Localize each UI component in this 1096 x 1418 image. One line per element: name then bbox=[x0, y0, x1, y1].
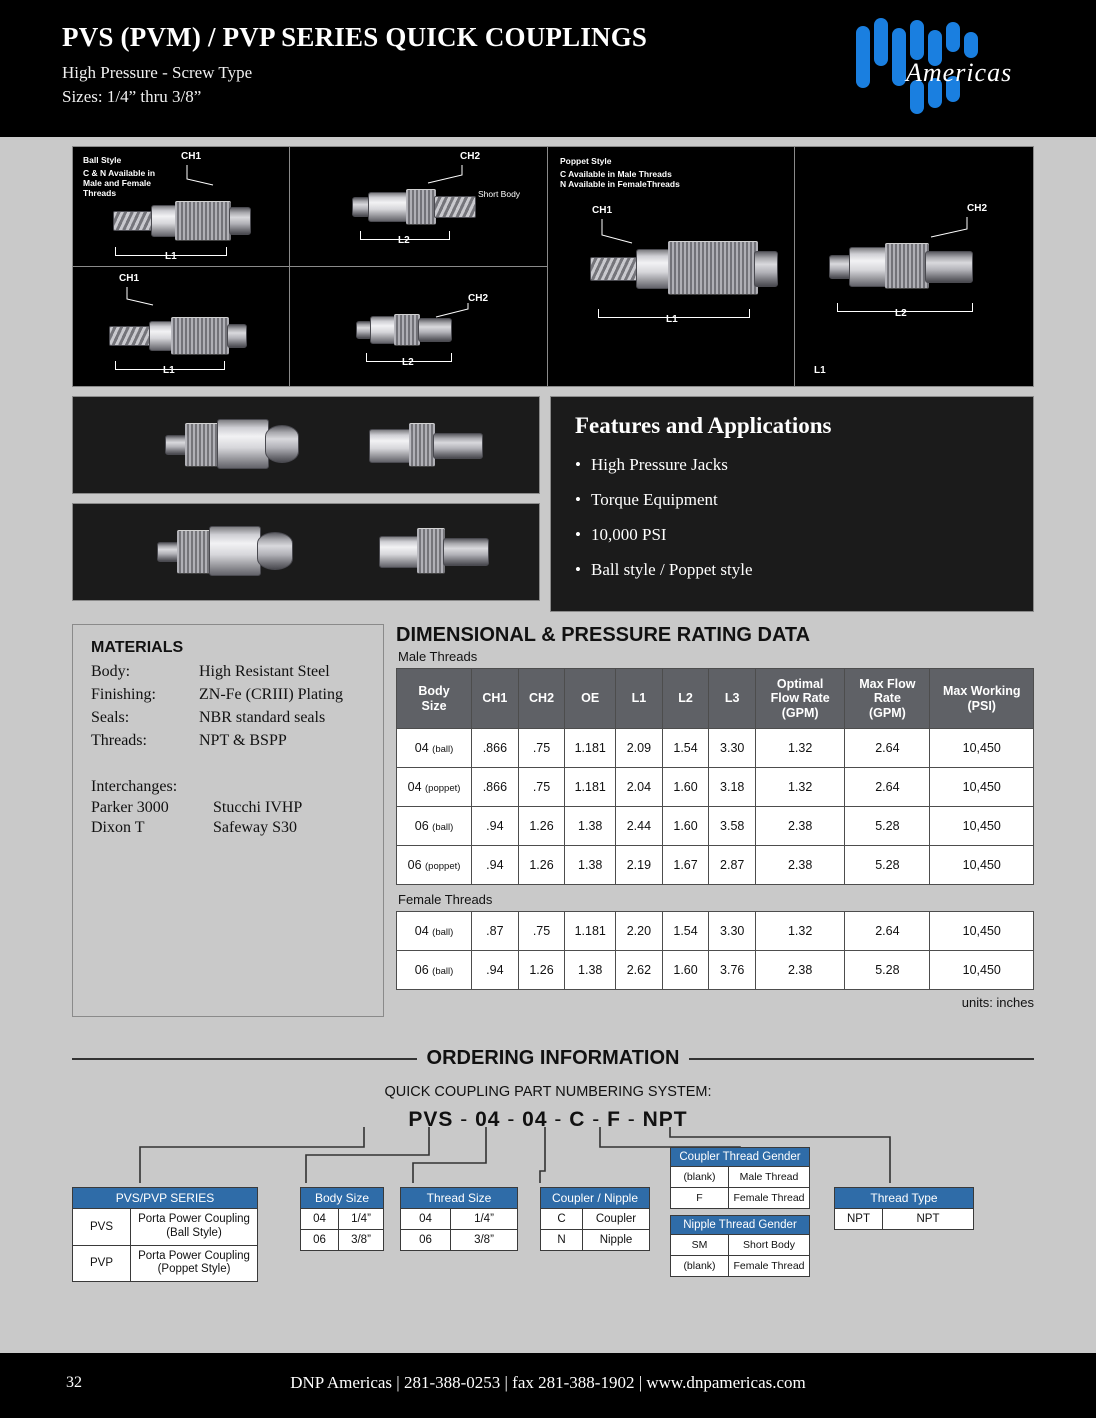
cell-l1: 2.62 bbox=[616, 951, 663, 990]
ball-style-panel bbox=[73, 147, 290, 386]
body-size-type: (ball) bbox=[432, 744, 454, 756]
table-row bbox=[397, 729, 1034, 768]
header-subtitle-1: High Pressure - Screw Type bbox=[62, 63, 253, 82]
thread-size-code: 04 bbox=[401, 1209, 451, 1229]
nipple-thread-gender-header: Nipple Thread Gender bbox=[671, 1216, 809, 1234]
materials-key: Finishing: bbox=[91, 686, 156, 703]
cell-max-working: 10,450 bbox=[930, 846, 1034, 885]
body-size-desc: 1/4” bbox=[351, 1213, 371, 1225]
col-max-working bbox=[930, 669, 1034, 729]
cell-optimal-flow: 2.38 bbox=[756, 807, 845, 846]
body-size-code: 06 bbox=[414, 819, 429, 834]
cell-l1: 2.09 bbox=[616, 729, 663, 768]
materials-key: Threads: bbox=[91, 732, 147, 749]
nipple-view bbox=[290, 267, 547, 387]
ntg-row bbox=[671, 1255, 809, 1276]
body-size-header: Body Size bbox=[301, 1188, 383, 1208]
photo-nipple-2 bbox=[379, 526, 491, 576]
ball-style-note-2: Male and Female bbox=[83, 178, 152, 188]
poppet-style-panel bbox=[548, 147, 1024, 386]
l1-label-2: L1 bbox=[163, 364, 175, 376]
ctg-code: (blank) bbox=[671, 1167, 729, 1187]
cell-body-size bbox=[397, 807, 472, 846]
ball-style-note-3: Threads bbox=[83, 188, 117, 198]
cell-l3: 3.58 bbox=[709, 807, 756, 846]
ordering-header bbox=[0, 1047, 1096, 1070]
cell-optimal-flow: 1.32 bbox=[756, 912, 845, 951]
connector-lines bbox=[0, 1125, 1096, 1189]
short-body-view bbox=[290, 147, 547, 267]
col-ch1: CH1 bbox=[472, 669, 519, 729]
series-row bbox=[73, 1245, 257, 1282]
coupler-nipple-desc: Nipple bbox=[599, 1234, 633, 1246]
poppet-nipple-view bbox=[795, 147, 1023, 386]
page-number: 32 bbox=[66, 1374, 82, 1391]
ch1-leader-line-2 bbox=[119, 285, 163, 311]
cell-l3: 3.30 bbox=[709, 912, 756, 951]
cell-l1: 2.04 bbox=[616, 768, 663, 807]
body-size-type: (ball) bbox=[432, 822, 454, 834]
poppet-note-2: N Available in FemaleThreads bbox=[560, 179, 680, 189]
cell-l2: 1.60 bbox=[662, 951, 709, 990]
table-row bbox=[397, 807, 1034, 846]
pn-thread-size: 04 bbox=[522, 1108, 548, 1131]
col-line: Body bbox=[418, 684, 450, 699]
thread-type-header: Thread Type bbox=[835, 1188, 973, 1208]
cell-max-flow: 2.64 bbox=[845, 912, 930, 951]
features-list bbox=[575, 455, 1009, 580]
body-size-code: 04 bbox=[414, 924, 429, 939]
rule-right bbox=[689, 1058, 1034, 1060]
thread-size-code: 06 bbox=[401, 1230, 451, 1250]
cell-ch1: .866 bbox=[472, 729, 519, 768]
ch1-label-3: CH1 bbox=[592, 205, 613, 216]
thread-size-desc: 3/8” bbox=[474, 1234, 494, 1246]
thread-type-code: NPT bbox=[835, 1209, 883, 1229]
cell-l1: 2.19 bbox=[616, 846, 663, 885]
header-subtitle-2: Sizes: 1/4” thru 3/8” bbox=[62, 87, 202, 106]
cell-l2: 1.60 bbox=[662, 768, 709, 807]
coupler-nipple-desc: Coupler bbox=[595, 1213, 637, 1225]
feature-item: • High Pressure Jacks bbox=[575, 455, 1009, 475]
thread-type-desc: NPT bbox=[916, 1213, 940, 1225]
body-size-code: 06 bbox=[414, 963, 429, 978]
col-line: Optimal bbox=[776, 677, 824, 691]
ntg-desc: Short Body bbox=[743, 1239, 795, 1251]
pn-dash: - bbox=[592, 1108, 601, 1131]
materials-row bbox=[91, 709, 365, 727]
cell-l2: 1.60 bbox=[662, 807, 709, 846]
pn-coupler-nipple: C bbox=[569, 1108, 586, 1131]
ordering-title: ORDERING INFORMATION bbox=[426, 1047, 680, 1069]
body-size-desc: 3/8” bbox=[351, 1234, 371, 1246]
cell-body-size bbox=[397, 951, 472, 990]
materials-row bbox=[91, 686, 365, 704]
feature-item: • 10,000 PSI bbox=[575, 525, 1009, 545]
col-ch2: CH2 bbox=[518, 669, 565, 729]
col-l2: L2 bbox=[662, 669, 709, 729]
cell-l3: 2.87 bbox=[709, 846, 756, 885]
body-size-code: 06 bbox=[407, 858, 422, 873]
materials-value: NPT & BSPP bbox=[199, 732, 287, 749]
materials-value: NBR standard seals bbox=[199, 709, 326, 726]
cell-body-size bbox=[397, 846, 472, 885]
page-title: PVS (PVM) / PVP SERIES QUICK COUPLINGS bbox=[62, 22, 648, 52]
body-size-type: (ball) bbox=[432, 927, 454, 939]
coupler-nipple-header: Coupler / Nipple bbox=[541, 1188, 649, 1208]
cell-optimal-flow: 1.32 bbox=[756, 768, 845, 807]
series-row bbox=[73, 1208, 257, 1245]
coupler-nipple-code: C bbox=[541, 1209, 583, 1229]
interchange-row bbox=[91, 799, 365, 817]
table-row bbox=[397, 846, 1034, 885]
ch1-label: CH1 bbox=[181, 151, 202, 162]
thread-size-header: Thread Size bbox=[401, 1188, 517, 1208]
l1-label: L1 bbox=[165, 251, 177, 262]
cell-ch1: .94 bbox=[472, 807, 519, 846]
male-threads-label: Male Threads bbox=[398, 649, 478, 664]
page-header bbox=[0, 0, 1096, 137]
body-size-type: (ball) bbox=[432, 966, 454, 978]
poppet-style-title: Poppet Style bbox=[560, 156, 612, 166]
cell-oe: 1.181 bbox=[565, 768, 616, 807]
product-photo-1 bbox=[72, 396, 540, 494]
body-size-code: 04 bbox=[301, 1209, 339, 1229]
cell-l2: 1.67 bbox=[662, 846, 709, 885]
cell-max-working: 10,450 bbox=[930, 768, 1034, 807]
col-max-flow bbox=[845, 669, 930, 729]
series-desc: Porta Power Coupling (Poppet Style) bbox=[138, 1249, 250, 1276]
l2-label-3: L2 bbox=[895, 308, 907, 319]
male-threads-table bbox=[396, 668, 1034, 885]
nipple-illustration bbox=[356, 311, 466, 349]
thread-type-box bbox=[834, 1187, 974, 1230]
cell-body-size bbox=[397, 768, 472, 807]
cell-l3: 3.18 bbox=[709, 768, 756, 807]
col-line: Flow Rate bbox=[770, 691, 830, 706]
female-threads-label: Female Threads bbox=[398, 892, 493, 908]
cell-l2: 1.54 bbox=[662, 912, 709, 951]
body-size-code: 06 bbox=[301, 1230, 339, 1250]
thread-size-box bbox=[400, 1187, 518, 1251]
pn-body-size: 04 bbox=[475, 1108, 501, 1131]
body-size-code: 04 bbox=[414, 741, 429, 756]
interchanges-label: Interchanges: bbox=[91, 778, 178, 795]
cell-ch2: .75 bbox=[518, 768, 565, 807]
coupler-nipple-box bbox=[540, 1187, 650, 1251]
ctg-row bbox=[671, 1166, 809, 1187]
ordering-information-section bbox=[0, 1047, 1096, 1353]
logo-text: Americas bbox=[906, 58, 1013, 87]
ch1-label-2: CH1 bbox=[119, 272, 140, 284]
pn-gender: F bbox=[607, 1108, 621, 1131]
col-line: Max Flow bbox=[859, 677, 916, 691]
ordering-subtitle: QUICK COUPLING PART NUMBERING SYSTEM: bbox=[384, 1084, 712, 1100]
cell-l2: 1.54 bbox=[662, 729, 709, 768]
cell-l3: 3.76 bbox=[709, 951, 756, 990]
photo-coupler-1 bbox=[165, 415, 303, 473]
interchange-b: Stucchi IVHP bbox=[213, 799, 303, 816]
series-code: PVP bbox=[73, 1246, 131, 1282]
l2-label-2: L2 bbox=[402, 356, 414, 368]
ntg-row bbox=[671, 1234, 809, 1255]
short-body-illustration bbox=[352, 187, 484, 227]
rule-left bbox=[72, 1058, 417, 1060]
cell-ch2: .75 bbox=[518, 912, 565, 951]
thread-type-row bbox=[835, 1208, 973, 1229]
cell-max-flow: 5.28 bbox=[845, 951, 930, 990]
features-title: Features and Applications bbox=[575, 413, 832, 438]
cell-oe: 1.181 bbox=[565, 729, 616, 768]
cell-ch1: .866 bbox=[472, 768, 519, 807]
materials-dimensional-row bbox=[72, 624, 1034, 1017]
coupler-thread-gender-header: Coupler Thread Gender bbox=[671, 1148, 809, 1166]
thread-size-row bbox=[401, 1229, 517, 1250]
body-size-row bbox=[301, 1229, 383, 1250]
interchange-a: Parker 3000 bbox=[91, 799, 169, 816]
cell-oe: 1.38 bbox=[565, 951, 616, 990]
cell-max-working: 10,450 bbox=[930, 729, 1034, 768]
materials-title: MATERIALS bbox=[91, 639, 184, 656]
cell-max-working: 10,450 bbox=[930, 951, 1034, 990]
series-box bbox=[72, 1187, 258, 1282]
body-size-box bbox=[300, 1187, 384, 1251]
coupling-illustration bbox=[113, 199, 253, 243]
col-l3: L3 bbox=[709, 669, 756, 729]
cell-oe: 1.38 bbox=[565, 807, 616, 846]
ch2-leader-line bbox=[420, 163, 474, 189]
ch2-label: CH2 bbox=[460, 151, 481, 162]
table-row bbox=[397, 768, 1034, 807]
ntg-code: SM bbox=[671, 1235, 729, 1255]
ball-style-male-view-2 bbox=[73, 267, 289, 387]
pn-series: PVS bbox=[408, 1108, 454, 1131]
cell-max-flow: 5.28 bbox=[845, 846, 930, 885]
product-photo-2 bbox=[72, 503, 540, 601]
cell-body-size bbox=[397, 912, 472, 951]
l1-label-4: L1 bbox=[814, 365, 826, 376]
l1-label-3: L1 bbox=[666, 314, 678, 325]
cell-l1: 2.20 bbox=[616, 912, 663, 951]
table-row bbox=[397, 912, 1034, 951]
feature-item: • Torque Equipment bbox=[575, 490, 1009, 510]
footer-contact: DNP Americas | 281-388-0253 | fax 281-388-1902 | www.dnpamericas.com bbox=[290, 1373, 806, 1392]
cell-oe: 1.181 bbox=[565, 912, 616, 951]
product-diagram-band bbox=[72, 146, 1034, 387]
col-line: (GPM) bbox=[781, 705, 819, 720]
cell-l3: 3.30 bbox=[709, 729, 756, 768]
cell-ch2: 1.26 bbox=[518, 807, 565, 846]
coupler-nipple-row bbox=[541, 1208, 649, 1229]
interchange-b: Safeway S30 bbox=[213, 819, 297, 836]
cell-optimal-flow: 1.32 bbox=[756, 729, 845, 768]
coupler-nipple-code: N bbox=[541, 1230, 583, 1250]
series-desc: Porta Power Coupling (Ball Style) bbox=[138, 1213, 250, 1239]
table-header-row bbox=[397, 669, 1034, 729]
poppet-coupler-view bbox=[548, 147, 795, 386]
poppet-coupler-illustration bbox=[590, 239, 780, 297]
cell-optimal-flow: 2.38 bbox=[756, 846, 845, 885]
cell-max-working: 10,450 bbox=[930, 912, 1034, 951]
poppet-note-1: C Available in Male Threads bbox=[560, 169, 672, 179]
cell-body-size bbox=[397, 729, 472, 768]
cell-ch2: 1.26 bbox=[518, 846, 565, 885]
ball-style-nipple-panel bbox=[290, 147, 548, 386]
pn-dash: - bbox=[507, 1108, 516, 1131]
page-footer bbox=[0, 1353, 1096, 1418]
col-optimal-flow bbox=[756, 669, 845, 729]
pn-dash: - bbox=[460, 1108, 469, 1131]
col-l1: L1 bbox=[616, 669, 663, 729]
ch2-label-2: CH2 bbox=[468, 292, 489, 304]
interchange-a: Dixon T bbox=[91, 819, 145, 836]
materials-key: Seals: bbox=[91, 709, 130, 726]
ball-style-note-1: C & N Available in bbox=[83, 168, 156, 178]
materials-value: High Resistant Steel bbox=[199, 663, 330, 680]
ch2-label-3: CH2 bbox=[967, 203, 988, 214]
feature-item: • Ball style / Poppet style bbox=[575, 560, 1009, 580]
cell-ch2: .75 bbox=[518, 729, 565, 768]
ctg-desc: Male Thread bbox=[739, 1171, 799, 1183]
col-body-size bbox=[397, 669, 472, 729]
col-line: (PSI) bbox=[967, 698, 996, 713]
materials-row bbox=[91, 663, 365, 681]
cell-ch1: .94 bbox=[472, 846, 519, 885]
series-box-header: PVS/PVP SERIES bbox=[73, 1188, 257, 1208]
pn-thread-type: NPT bbox=[642, 1108, 688, 1131]
col-line: Size bbox=[421, 698, 447, 713]
body-size-type: (poppet) bbox=[425, 783, 461, 795]
dimensional-section bbox=[396, 624, 1034, 1017]
body-size-type: (poppet) bbox=[425, 861, 461, 873]
ntg-desc: Female Thread bbox=[733, 1260, 805, 1272]
ntg-code: (blank) bbox=[671, 1256, 729, 1276]
photo-nipple-1 bbox=[369, 421, 487, 469]
pn-dash: - bbox=[627, 1108, 636, 1131]
product-photos bbox=[72, 396, 540, 612]
ch1-leader-line bbox=[173, 163, 221, 191]
photos-features-row bbox=[72, 396, 1034, 612]
features-panel bbox=[550, 396, 1034, 612]
cell-max-working: 10,450 bbox=[930, 807, 1034, 846]
photo-coupler-2 bbox=[157, 522, 297, 580]
thread-size-desc: 1/4” bbox=[474, 1213, 494, 1225]
ctg-desc: Female Thread bbox=[733, 1192, 805, 1204]
materials-value: ZN-Fe (CRIII) Plating bbox=[199, 686, 343, 703]
female-threads-table bbox=[396, 911, 1034, 990]
col-oe: OE bbox=[565, 669, 616, 729]
cell-max-flow: 5.28 bbox=[845, 807, 930, 846]
table-row bbox=[397, 951, 1034, 990]
thread-size-row bbox=[401, 1208, 517, 1229]
cell-ch1: .87 bbox=[472, 912, 519, 951]
units-note: units: inches bbox=[961, 995, 1034, 1011]
ball-style-male-view bbox=[73, 147, 289, 267]
ctg-code: F bbox=[671, 1188, 729, 1208]
dimensional-title: DIMENSIONAL & PRESSURE RATING DATA bbox=[396, 624, 811, 646]
body-size-row bbox=[301, 1208, 383, 1229]
materials-key: Body: bbox=[91, 663, 131, 680]
company-logo bbox=[850, 14, 1030, 122]
cell-ch2: 1.26 bbox=[518, 951, 565, 990]
cell-max-flow: 2.64 bbox=[845, 768, 930, 807]
coupler-thread-gender-box bbox=[670, 1147, 810, 1209]
coupling-illustration-2 bbox=[109, 315, 259, 357]
col-line: Rate bbox=[873, 691, 901, 706]
l2-label: L2 bbox=[398, 235, 410, 246]
body-size-code: 04 bbox=[407, 780, 422, 795]
nipple-thread-gender-box bbox=[670, 1215, 810, 1277]
cell-optimal-flow: 2.38 bbox=[756, 951, 845, 990]
ctg-row bbox=[671, 1187, 809, 1208]
materials-row bbox=[91, 732, 365, 750]
poppet-nipple-illustration bbox=[829, 239, 979, 291]
ball-style-title: Ball Style bbox=[83, 155, 122, 165]
materials-panel bbox=[72, 624, 384, 1017]
cell-max-flow: 2.64 bbox=[845, 729, 930, 768]
coupler-nipple-row bbox=[541, 1229, 649, 1250]
col-line: (GPM) bbox=[868, 705, 906, 720]
pn-dash: - bbox=[554, 1108, 563, 1131]
cell-l1: 2.44 bbox=[616, 807, 663, 846]
interchange-row bbox=[91, 819, 365, 837]
series-code: PVS bbox=[73, 1209, 131, 1245]
short-body-label: Short Body bbox=[478, 189, 521, 199]
col-line: Max Working bbox=[942, 684, 1021, 699]
cell-oe: 1.38 bbox=[565, 846, 616, 885]
cell-ch1: .94 bbox=[472, 951, 519, 990]
